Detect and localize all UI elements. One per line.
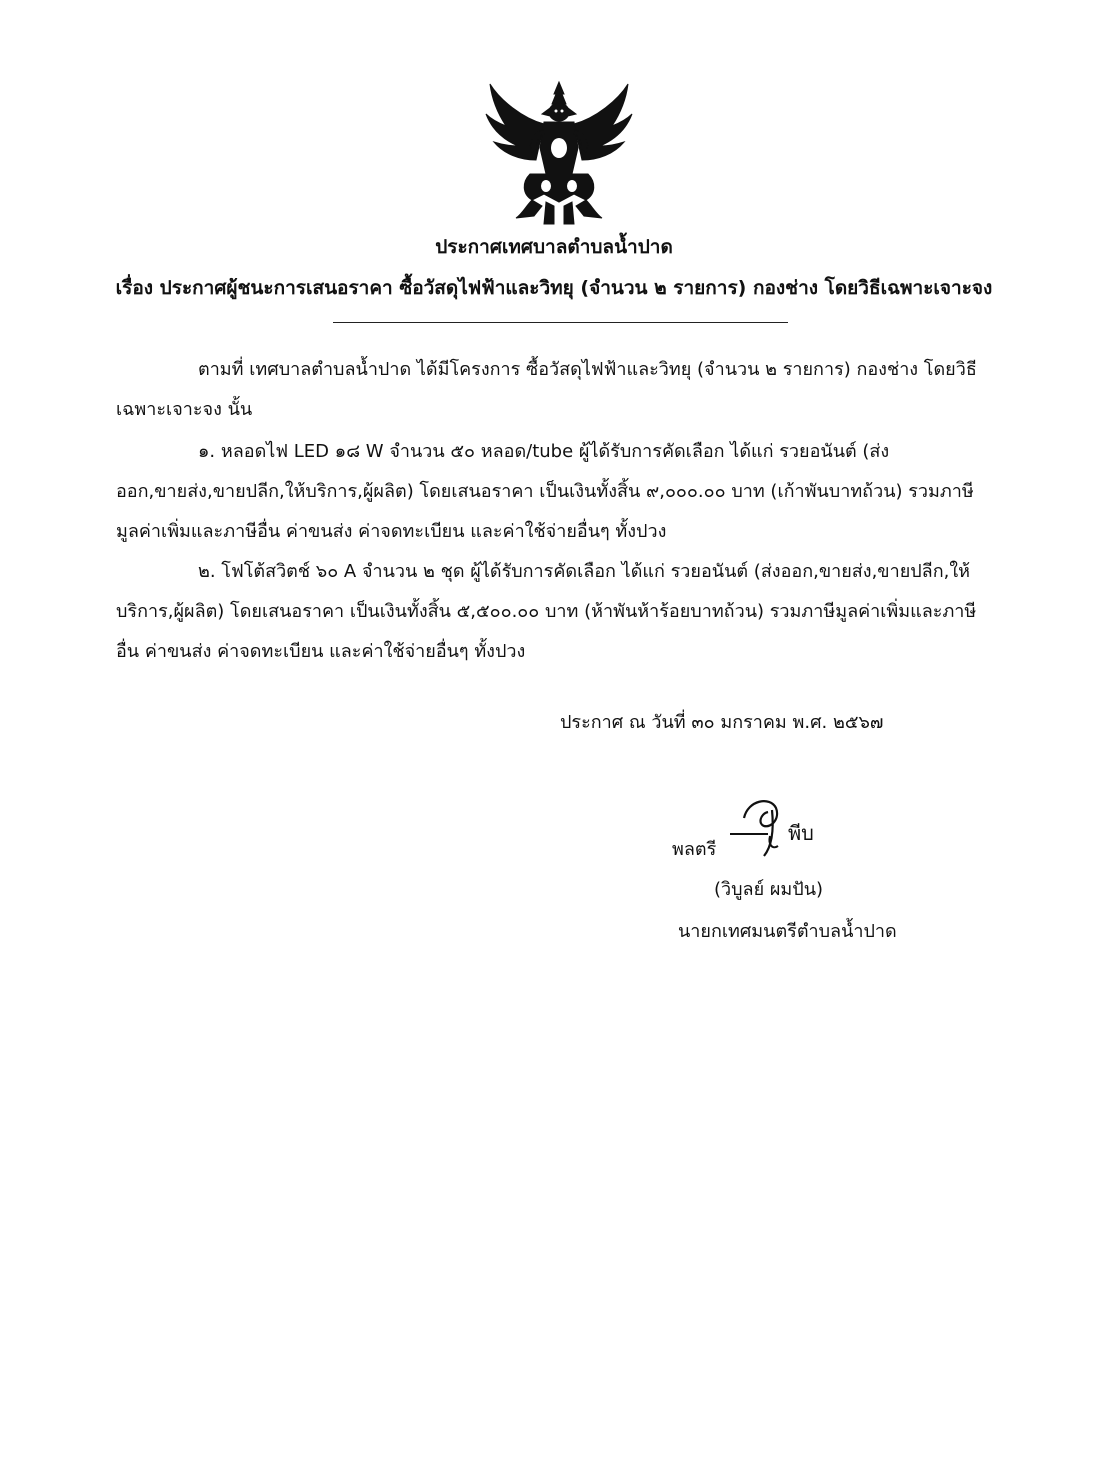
svg-text:พีบ: พีบ: [788, 821, 814, 845]
garuda-emblem-icon: [482, 78, 637, 228]
item-2-line-1: ๒. โฟโต้สวิตช์ ๖๐ A จำนวน ๒ ชุด ผู้ได้รับการคัดเลือก ได้แก่ รวยอนันต์ (ส่งออก,ขายส่ง,ขายปลีก,ให้: [198, 561, 970, 582]
item-1-line-2: ออก,ขายส่ง,ขายปลีก,ให้บริการ,ผู้ผลิต) โดยเสนอราคา เป็นเงินทั้งสิ้น ๙,๐๐๐.๐๐ บาท (เก้าพันบาทถ้วน) รวมภาษี: [116, 481, 974, 502]
item-1-line-3: มูลค่าเพิ่มและภาษีอื่น ค่าขนส่ง ค่าจดทะเบียน และค่าใช้จ่ายอื่นๆ ทั้งปวง: [116, 521, 667, 542]
signature-block: [672, 790, 932, 870]
item-2-line-2: บริการ,ผู้ผลิต) โดยเสนอราคา เป็นเงินทั้งสิ้น ๕,๕๐๐.๐๐ บาท (ห้าพันห้าร้อยบาทถ้วน) รวมภาษีมูลค่าเพิ่มและภาษี: [116, 601, 977, 622]
item-1-line-1: ๑. หลอดไฟ LED ๑๘ W จำนวน ๕๐ หลอด/tube ผู้ได้รับการคัดเลือก ได้แก่ รวยอนันต์ (ส่ง: [198, 441, 890, 462]
signer-rank: พลตรี: [672, 839, 717, 860]
announcement-date: ประกาศ ณ วันที่ ๓๐ มกราคม พ.ศ. ๒๕๖๗: [560, 712, 884, 733]
signer-position: นายกเทศมนตรีตำบลน้ำปาด: [678, 921, 897, 942]
item-2-line-3: อื่น ค่าขนส่ง ค่าจดทะเบียน และค่าใช้จ่ายอื่นๆ ทั้งปวง: [116, 641, 526, 662]
handwritten-signature: [728, 790, 838, 860]
announcement-title: ประกาศเทศบาลตำบลน้ำปาด: [435, 236, 673, 258]
title-divider: [333, 322, 788, 323]
signer-name: (วิบูลย์ ผมปัน): [714, 879, 824, 900]
intro-line-2: เฉพาะเจาะจง นั้น: [116, 399, 253, 420]
intro-line-1: ตามที่ เทศบาลตำบลน้ำปาด ได้มีโครงการ ซื้อวัสดุไฟฟ้าและวิทยุ (จำนวน ๒ รายการ) กองช่าง โดยวิธี: [198, 359, 977, 380]
announcement-subject: เรื่อง ประกาศผู้ชนะการเสนอราคา ซื้อวัสดุไฟฟ้าและวิทยุ (จำนวน ๒ รายการ) กองช่าง โดยวิธีเฉพาะเจาะจง: [115, 277, 993, 299]
